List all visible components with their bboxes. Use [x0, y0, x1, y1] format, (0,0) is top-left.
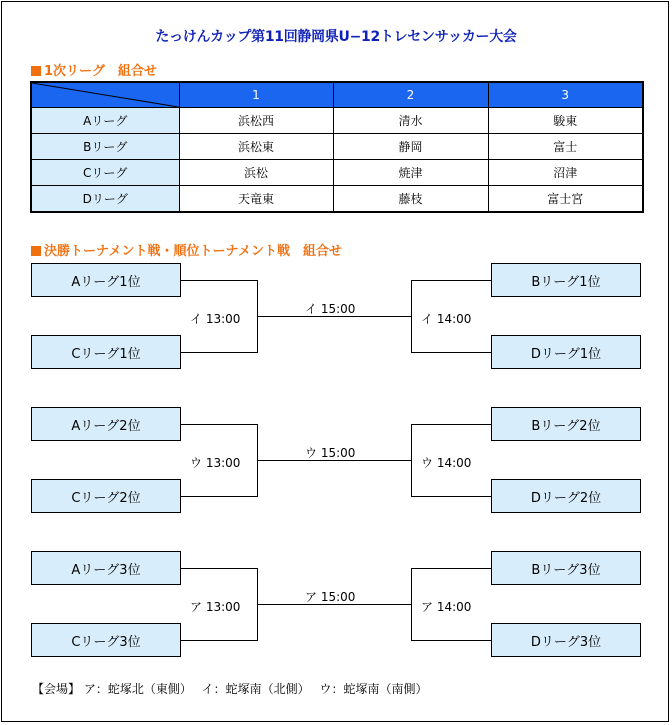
- team-cell: 藤枝: [333, 186, 488, 213]
- seed-box-bottom-left: Cリーグ2位: [31, 479, 181, 513]
- team-cell: 駿東: [488, 108, 643, 134]
- seed-box-top-right: Bリーグ2位: [491, 407, 641, 441]
- seed-box-bottom-right: Dリーグ3位: [491, 623, 641, 657]
- seed-box-bottom-right: Dリーグ1位: [491, 335, 641, 369]
- bracket-line: [411, 280, 491, 281]
- team-cell: 浜松東: [179, 134, 333, 160]
- left-match-label: イ 13:00: [190, 312, 241, 326]
- league-header-row: [31, 82, 643, 108]
- bracket-line: [411, 280, 412, 353]
- league-name: Cリーグ: [31, 160, 179, 186]
- team-cell: 静岡: [333, 134, 488, 160]
- bracket-line: [181, 424, 258, 425]
- bracket-line: [181, 496, 258, 497]
- right-match-label: イ 14:00: [421, 312, 472, 326]
- final-match-label: ウ 15:00: [305, 446, 356, 460]
- league-name: Dリーグ: [31, 186, 179, 213]
- seed-box-top-right: Bリーグ3位: [491, 551, 641, 585]
- bracket-line: [181, 568, 258, 569]
- bracket-line: [181, 280, 258, 281]
- league-col-header: 1: [179, 82, 333, 108]
- bracket-line: [411, 424, 412, 497]
- bracket-line: [181, 640, 258, 641]
- seed-box-bottom-left: Cリーグ3位: [31, 623, 181, 657]
- diagonal-line: [32, 83, 179, 107]
- bracket-line: [411, 424, 491, 425]
- team-cell: 天竜東: [179, 186, 333, 213]
- left-match-label: ア 13:00: [190, 600, 241, 614]
- right-match-label: ア 14:00: [421, 600, 472, 614]
- seed-box-top-left: Aリーグ1位: [31, 263, 181, 297]
- final-match-label: イ 15:00: [305, 302, 356, 316]
- section-tournament-heading: [31, 240, 342, 259]
- league-col-header: 3: [488, 82, 643, 108]
- team-cell: 清水: [333, 108, 488, 134]
- team-cell: 浜松西: [179, 108, 333, 134]
- page-title: たっけんカップ第11回静岡県U−12トレセンサッカー大会: [155, 29, 517, 45]
- square-bullet-icon: [31, 66, 41, 76]
- bracket-line: [411, 568, 412, 641]
- section-league-label: 1次リーグ 組合せ: [44, 64, 158, 79]
- seed-box-top-left: Aリーグ2位: [31, 407, 181, 441]
- team-cell: 富士宮: [488, 186, 643, 213]
- league-row: [31, 108, 643, 134]
- seed-box-top-left: Aリーグ3位: [31, 551, 181, 585]
- team-cell: 富士: [488, 134, 643, 160]
- section-tournament-label: 決勝トーナメント戦・順位トーナメント戦 組合せ: [44, 244, 342, 259]
- league-col-header: 2: [333, 82, 488, 108]
- venue-note: 【会場】 ア：蛇塚北（東側） イ：蛇塚南（北側） ウ：蛇塚南（南側）: [32, 682, 428, 696]
- bracket-line: [411, 568, 491, 569]
- league-row: [31, 186, 643, 213]
- right-match-label: ウ 14:00: [421, 456, 472, 470]
- team-cell: 焼津: [333, 160, 488, 186]
- final-match-label: ア 15:00: [305, 590, 356, 604]
- bracket-line: [411, 496, 491, 497]
- league-name: Aリーグ: [31, 108, 179, 134]
- league-row: [31, 160, 643, 186]
- seed-box-bottom-right: Dリーグ2位: [491, 479, 641, 513]
- team-cell: 浜松: [179, 160, 333, 186]
- square-bullet-icon: [31, 246, 41, 256]
- section-league-heading: [31, 60, 157, 79]
- bracket-line: [411, 640, 491, 641]
- seed-box-top-right: Bリーグ1位: [491, 263, 641, 297]
- left-match-label: ウ 13:00: [190, 456, 241, 470]
- league-name: Bリーグ: [31, 134, 179, 160]
- team-cell: 沼津: [488, 160, 643, 186]
- league-table: [30, 81, 644, 213]
- bracket-line: [181, 352, 258, 353]
- league-row: [31, 134, 643, 160]
- seed-box-bottom-left: Cリーグ1位: [31, 335, 181, 369]
- bracket-line: [411, 352, 491, 353]
- league-corner-cell: [31, 82, 179, 108]
